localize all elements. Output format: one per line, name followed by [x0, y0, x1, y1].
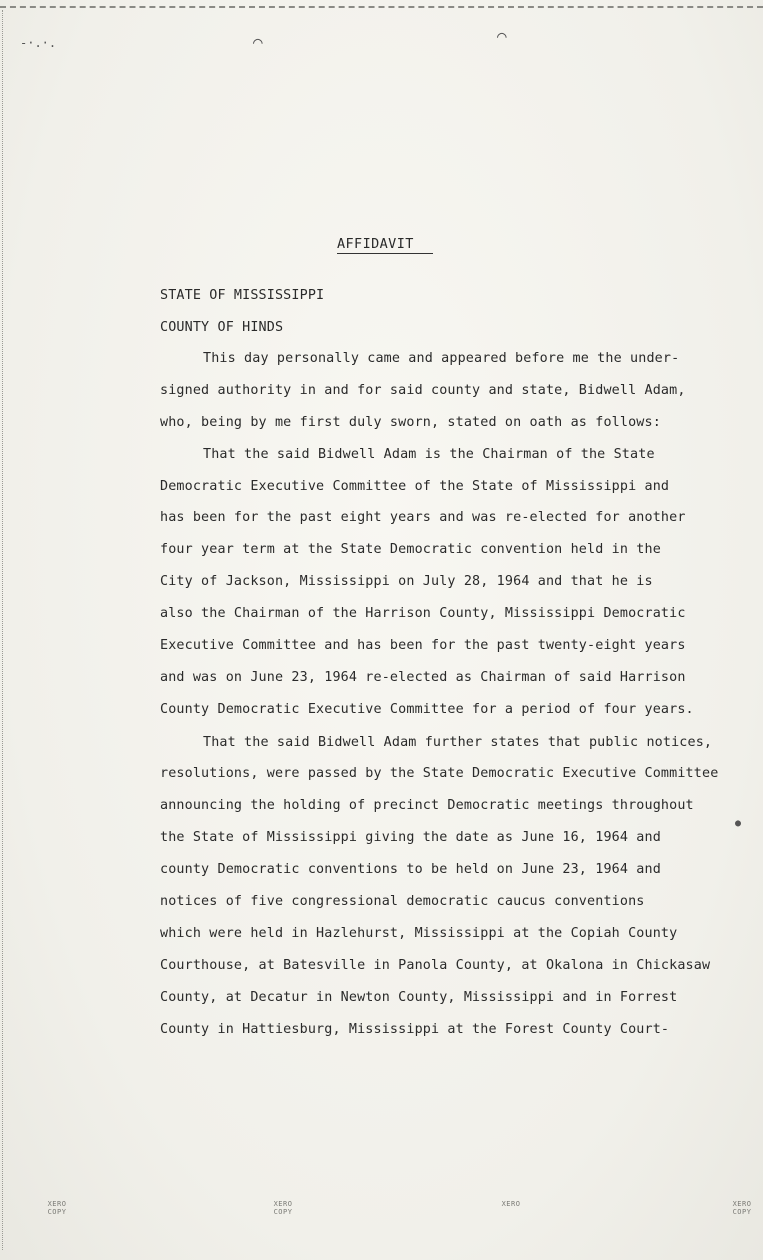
xero-copy-stamp: XERO — [501, 1200, 521, 1208]
paragraph-line: Executive Committee and has been for the past twenty-eight years — [160, 638, 686, 653]
scan-speck: -·.·. — [20, 36, 57, 50]
county-line: COUNTY OF HINDS — [160, 320, 284, 335]
paragraph-line: notices of five congressional democratic caucus conventions — [160, 894, 645, 909]
scan-speck: ⌒ — [497, 26, 507, 45]
xero-copy-stamp: XERO COPY — [273, 1200, 293, 1216]
state-line: STATE OF MISSISSIPPI — [160, 288, 325, 303]
paragraph-line: county Democratic conventions to be held on June 23, 1964 and — [160, 862, 661, 877]
paragraph-line: This day personally came and appeared before me the under- — [203, 351, 680, 366]
paragraph-line: That the said Bidwell Adam is the Chairman of the State — [203, 447, 655, 462]
paragraph-line: and was on June 23, 1964 re-elected as Chairman of said Harrison — [160, 670, 686, 685]
paragraph-line: four year term at the State Democratic convention held in the — [160, 542, 661, 557]
xero-copy-stamp: XERO COPY — [732, 1200, 752, 1216]
paragraph-line: Democratic Executive Committee of the State of Mississippi and — [160, 479, 670, 494]
paragraph-line: County, at Decatur in Newton County, Mississippi and in Forrest — [160, 990, 678, 1005]
scan-speck: ⌒ — [253, 32, 263, 51]
document-title: AFFIDAVIT — [337, 236, 433, 254]
paragraph-line: the State of Mississippi giving the date as June 16, 1964 and — [160, 830, 661, 845]
paragraph-line: County in Hattiesburg, Mississippi at the Forest County Court- — [160, 1022, 670, 1037]
paragraph-line: which were held in Hazlehurst, Mississippi at the Copiah County — [160, 926, 678, 941]
paragraph-line: who, being by me first duly sworn, stated on oath as follows: — [160, 415, 661, 430]
paragraph-line: That the said Bidwell Adam further states that public notices, — [203, 735, 713, 750]
paragraph-line: City of Jackson, Mississippi on July 28, 1964 and that he is — [160, 574, 653, 589]
paragraph-line: resolutions, were passed by the State Democratic Executive Committee — [160, 766, 719, 781]
paragraph-line: announcing the holding of precinct Democratic meetings throughout — [160, 798, 694, 813]
scan-speck: ● — [735, 818, 742, 829]
page-left-edge — [2, 10, 7, 1250]
paragraph-line: signed authority in and for said county and state, Bidwell Adam, — [160, 383, 686, 398]
paragraph-line: County Democratic Executive Committee for a period of four years. — [160, 702, 694, 717]
paragraph-line: also the Chairman of the Harrison County, Mississippi Democratic — [160, 606, 686, 621]
paragraph-line: has been for the past eight years and was re-elected for another — [160, 510, 686, 525]
paragraph-line: Courthouse, at Batesville in Panola County, at Okalona in Chickasaw — [160, 958, 711, 973]
page-top-edge — [0, 0, 763, 8]
xero-copy-stamp: XERO COPY — [47, 1200, 67, 1216]
